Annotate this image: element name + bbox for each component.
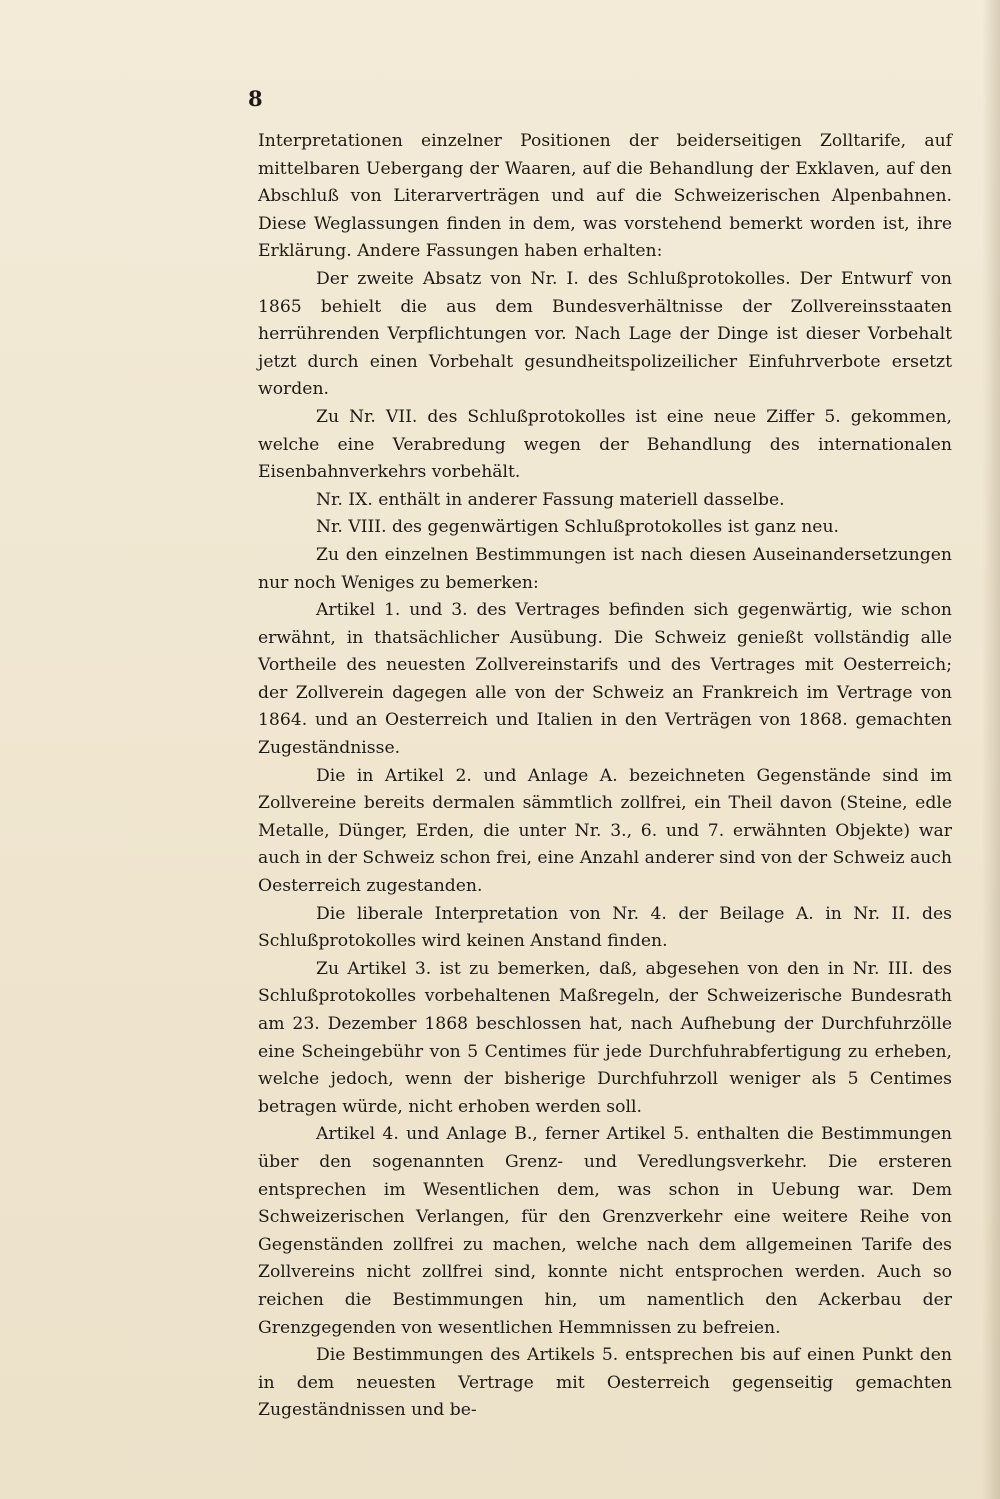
paragraph: Der zweite Absatz von Nr. I. des Schlußprotokolles. Der Entwurf von 1865 behielt die aus dem Bundesverhältnisse der Zollvereinsstaaten herrührenden Verpflichtungen vor. Nach Lage der Dinge ist dieser Vorbehalt jetzt durch einen Vorbehalt gesundheitspolizeilicher Einfuhrverbote ersetzt worden.	[258, 268, 952, 400]
paragraph: Nr. IX. enthält in anderer Fassung materiell dasselbe.	[316, 489, 785, 510]
paragraph: Die in Artikel 2. und Anlage A. bezeichneten Gegenstände sind im Zollvereine bereits dermalen sämmtlich zollfrei, ein Theil davon (Steine, edle Metalle, Dünger, Erden, die unter Nr. 3., 6. und 7. erwähnten Objekte) war auch in der Schweiz schon frei, eine Anzahl anderer sind von der Schweiz auch Oesterreich zugestanden.	[258, 765, 952, 897]
paragraph: Artikel 4. und Anlage B., ferner Artikel 5. enthalten die Bestimmungen über den sogenannten Grenz- und Veredlungsverkehr. Die ersteren entsprechen im Wesentlichen dem, was schon in Uebung war. Dem Schweizerischen Verlangen, für den Grenzverkehr eine weitere Reihe von Gegenständen zollfrei zu machen, welche nach dem allgemeinen Tarife des Zollvereins nicht zollfrei sind, konnte nicht entsprochen werden. Auch so reichen die Bestimmungen hin, um namentlich den Ackerbau der Grenzgegenden von wesentlichen Hemmnissen zu befreien.	[258, 1124, 952, 1338]
body-text	[258, 128, 952, 1425]
paragraph: Zu den einzelnen Bestimmungen ist nach diesen Auseinandersetzungen nur noch Weniges zu bemerken:	[258, 544, 952, 593]
paragraph: Die Bestimmungen des Artikels 5. entsprechen bis auf einen Punkt den in dem neuesten Vertrage mit Oesterreich gegenseitig gemachten Zugeständnissen und be-	[258, 1345, 952, 1421]
page-edge-shadow	[982, 0, 1000, 1499]
paragraph: Nr. VIII. des gegenwärtigen Schlußprotokolles ist ganz neu.	[316, 517, 840, 538]
paragraph: Artikel 1. und 3. des Vertrages befinden sich gegenwärtig, wie schon erwähnt, in thatsächlicher Ausübung. Die Schweiz genießt vollständig alle Vortheile des neuesten Zollvereinstarifs und des Vertrages mit Oesterreich; der Zollverein dagegen alle von der Schweiz an Frankreich im Vertrage von 1864. und an Oesterreich und Italien in den Verträgen von 1868. gemachten Zugeständnisse.	[258, 600, 952, 759]
paragraph: Die liberale Interpretation von Nr. 4. der Beilage A. in Nr. II. des Schlußprotokolles wird keinen Anstand finden.	[258, 903, 952, 952]
paragraph: Zu Artikel 3. ist zu bemerken, daß, abgesehen von den in Nr. III. des Schlußprotokolles vorbehaltenen Maßregeln, der Schweizerische Bundesrath am 23. Dezember 1868 beschlossen hat, nach Aufhebung der Durchfuhrzölle eine Scheingebühr von 5 Centimes für jede Durchfuhrabfertigung zu erheben, welche jedoch, wenn der bisherige Durchfuhrzoll weniger als 5 Centimes betragen würde, nicht erhoben werden soll.	[258, 958, 952, 1117]
page-number: 8	[248, 86, 263, 111]
paragraph: Zu Nr. VII. des Schlußprotokolles ist eine neue Ziffer 5. gekommen, welche eine Verabredung wegen der Behandlung des internationalen Eisenbahnverkehrs vorbehält.	[258, 406, 952, 483]
paragraph: Interpretationen einzelner Positionen der beiderseitigen Zolltarife, auf mittelbaren Uebergang der Waaren, auf die Behandlung der Exklaven, auf den Abschluß von Literarverträgen und auf die Schweizerischen Alpenbahnen. Diese Weglassungen finden in dem, was vorstehend bemerkt worden ist, ihre Erklärung. Andere Fassungen haben erhalten:	[258, 131, 952, 262]
